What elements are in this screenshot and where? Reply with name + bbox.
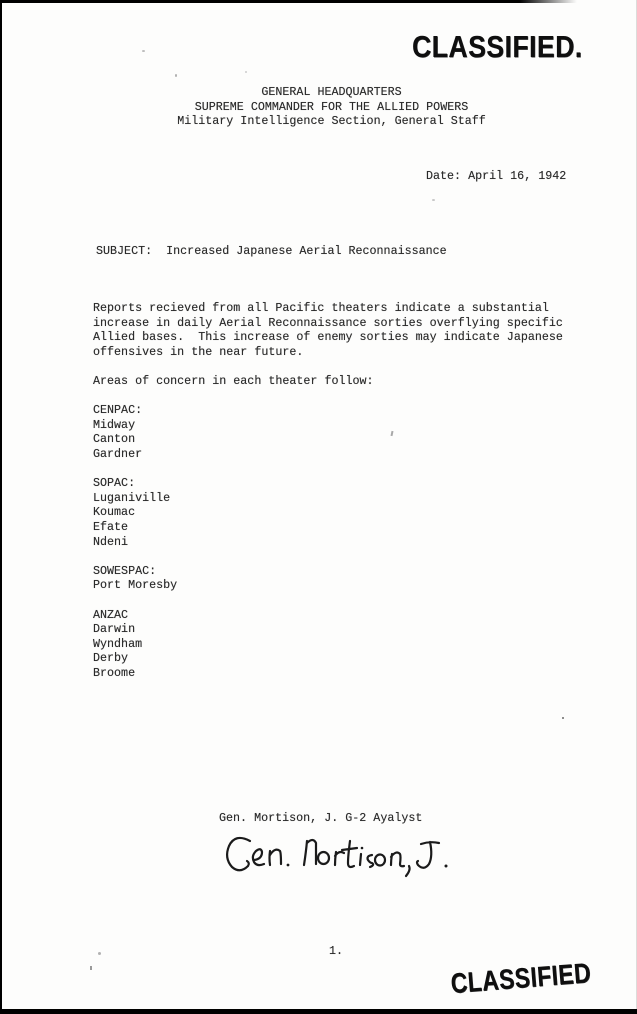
scan-speck bbox=[142, 50, 145, 52]
theater-location: Darwin bbox=[93, 622, 136, 637]
body-line: Allied bases. This increase of enemy sorties may indicate Japanese bbox=[93, 330, 563, 345]
theater-group-sowespac bbox=[93, 564, 374, 593]
body-paragraph bbox=[93, 301, 563, 359]
scan-speck bbox=[175, 74, 177, 77]
theater-group-anzac bbox=[93, 608, 374, 681]
theater-location: Derby bbox=[93, 651, 129, 666]
theater-group-cenpac bbox=[93, 403, 374, 461]
letterhead-line-3: Military Intelligence Section, General Staff bbox=[177, 114, 486, 129]
body-line: Reports recieved from all Pacific theaters indicate a substantial bbox=[93, 301, 549, 315]
theater-location: Luganiville bbox=[93, 490, 171, 505]
theater-location: Midway bbox=[93, 417, 136, 432]
letterhead bbox=[26, 85, 637, 129]
theater-group-sopac bbox=[93, 476, 374, 549]
theater-location: Efate bbox=[93, 519, 129, 534]
letterhead-line-2: SUPREME COMMANDER FOR THE ALLIED POWERS bbox=[194, 99, 469, 114]
scan-speck bbox=[245, 71, 247, 73]
theater-name: CENPAC: bbox=[93, 403, 143, 418]
theater-location: Koumac bbox=[93, 505, 136, 520]
signoff-typed: Gen. Mortison, J. G-2 Ayalyst bbox=[219, 811, 423, 825]
scan-speck bbox=[98, 952, 101, 955]
scan-speck bbox=[391, 431, 394, 436]
classified-stamp-top: CLASSIFIED. bbox=[412, 29, 583, 64]
theater-location: Gardner bbox=[93, 446, 143, 461]
areas-section bbox=[93, 374, 374, 680]
theater-location: Wyndham bbox=[93, 636, 143, 651]
classified-stamp-bottom: CLASSIFIED bbox=[449, 957, 593, 1000]
date-line: Date: April 16, 1942 bbox=[426, 169, 567, 183]
areas-intro: Areas of concern in each theater follow: bbox=[93, 374, 374, 388]
theater-name: SOPAC: bbox=[93, 476, 136, 491]
theater-location: Broome bbox=[93, 665, 136, 680]
theater-name: SOWESPAC: bbox=[93, 563, 157, 578]
theater-location: Ndeni bbox=[93, 534, 129, 549]
page-number: 1. bbox=[329, 944, 344, 958]
body-line: increase in daily Aerial Reconnaissance sorties overflying specific bbox=[93, 315, 563, 330]
theater-location: Port Moresby bbox=[93, 578, 178, 593]
theater-location: Canton bbox=[93, 432, 136, 447]
body-line: offensives in the near future. bbox=[93, 344, 304, 359]
scan-speck bbox=[432, 199, 435, 201]
scan-speck bbox=[90, 966, 92, 970]
letterhead-line-1: GENERAL HEADQUARTERS bbox=[261, 85, 402, 99]
theater-name: ANZAC bbox=[93, 607, 129, 622]
subject-line: SUBJECT: Increased Japanese Aerial Reconnaissance bbox=[96, 244, 447, 258]
scan-speck bbox=[562, 717, 564, 719]
signature-handwriting bbox=[219, 834, 451, 884]
